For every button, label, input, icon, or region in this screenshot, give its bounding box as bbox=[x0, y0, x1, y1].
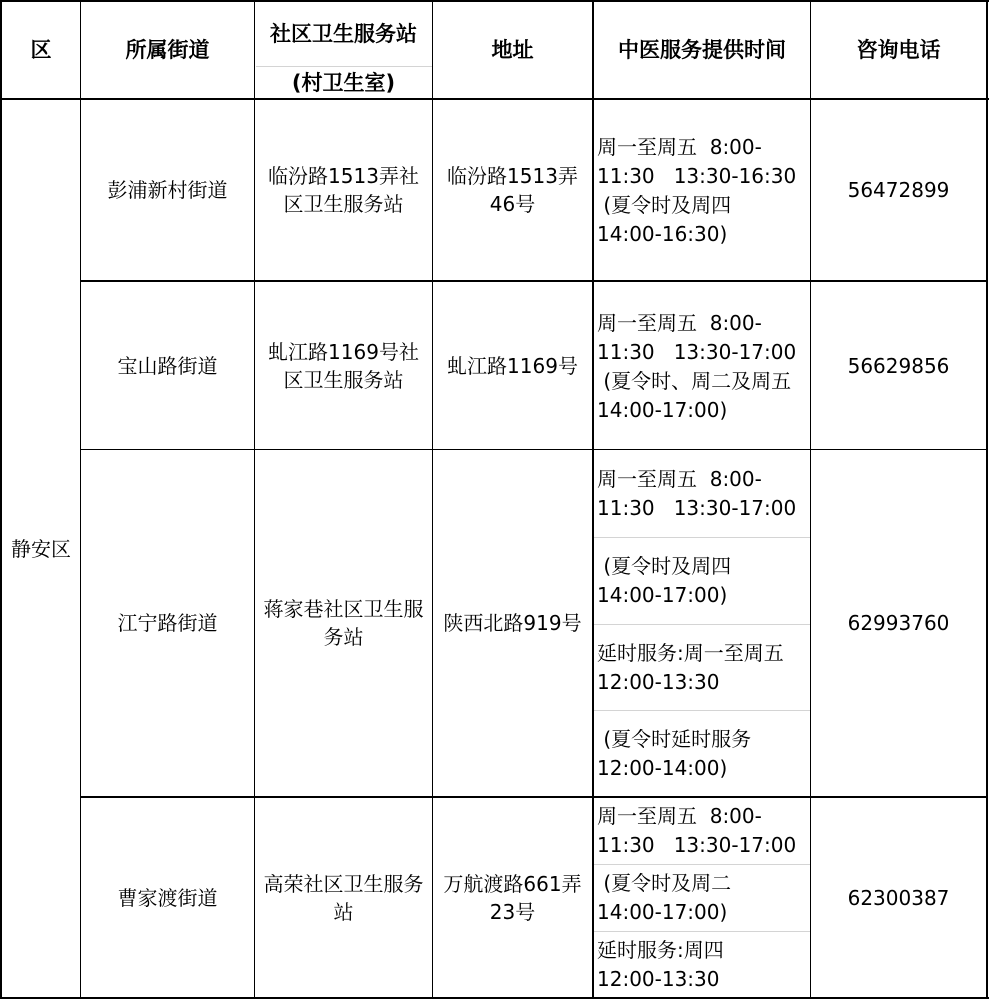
time-line: 12:00-14:00) bbox=[597, 756, 728, 780]
phone-cell: 56629856 bbox=[847, 353, 950, 378]
border-right bbox=[986, 0, 988, 999]
time-line: 周一至周五 8:00- bbox=[597, 311, 762, 335]
time-line: 14:00-17:00) bbox=[597, 398, 728, 422]
border-bottom bbox=[0, 997, 989, 999]
station-text-line: 区卫生服务站 bbox=[283, 367, 404, 392]
station-text-line: 区卫生服务站 bbox=[283, 192, 404, 216]
time-line: 周一至周五 8:00- bbox=[597, 135, 762, 159]
address-cell: 虬江路1169号 bbox=[447, 353, 578, 378]
time-line: 11:30 13:30-17:00 bbox=[597, 496, 797, 520]
header-station-line1: 社区卫生服务站 bbox=[270, 22, 417, 46]
time-line: (夏令时延时服务 bbox=[597, 727, 752, 751]
time-divider-3b bbox=[594, 624, 810, 625]
station-cell bbox=[255, 282, 432, 449]
time-line: 延时服务:周四 bbox=[597, 938, 724, 962]
street-cell: 曹家渡街道 bbox=[117, 885, 218, 910]
time-line: 周一至周五 8:00- bbox=[597, 467, 762, 491]
station-cell bbox=[255, 450, 432, 796]
header-phone: 咨询电话 bbox=[856, 38, 941, 62]
time-line: 11:30 13:30-17:00 bbox=[597, 833, 797, 857]
address-cell bbox=[433, 798, 592, 997]
time-line: (夏令时、周二及周五 bbox=[597, 369, 792, 393]
street-cell: 江宁路街道 bbox=[117, 611, 218, 635]
address-text-line: 23号 bbox=[489, 899, 536, 924]
col-line-4 bbox=[592, 0, 594, 999]
time-line: 11:30 13:30-16:30 bbox=[597, 164, 797, 188]
address-text-line: 临汾路1513弄 bbox=[447, 164, 578, 188]
time-divider-4b bbox=[594, 931, 810, 932]
time-divider-3a bbox=[594, 537, 810, 538]
time-line: 12:00-13:30 bbox=[597, 967, 720, 991]
time-line: 周一至周五 8:00- bbox=[597, 804, 762, 828]
time-divider-3c bbox=[594, 710, 810, 711]
station-text-line: 务站 bbox=[323, 625, 364, 649]
phone-cell: 56472899 bbox=[847, 178, 950, 202]
header-street: 所属街道 bbox=[125, 38, 210, 62]
time-line: (夏令时及周二 bbox=[597, 871, 732, 895]
address-cell: 陕西北路919号 bbox=[443, 611, 582, 635]
station-text-line: 站 bbox=[333, 899, 354, 924]
time-line: 12:00-13:30 bbox=[597, 670, 720, 694]
header-tcm-time: 中医服务提供时间 bbox=[618, 38, 786, 62]
station-cell bbox=[255, 798, 432, 997]
station-text-line: 高荣社区卫生服务 bbox=[263, 871, 424, 896]
header-address: 地址 bbox=[491, 38, 534, 62]
street-cell: 彭浦新村街道 bbox=[107, 178, 228, 202]
time-line: 11:30 13:30-17:00 bbox=[597, 340, 797, 364]
station-text-line: 虬江路1169号社 bbox=[268, 339, 419, 364]
street-cell: 宝山路街道 bbox=[117, 353, 218, 378]
header-district: 区 bbox=[30, 38, 52, 62]
time-line: (夏令时及周四 bbox=[597, 554, 732, 578]
time-line: 14:00-16:30) bbox=[597, 222, 728, 246]
address-text-line: 万航渡路661弄 bbox=[443, 871, 582, 896]
phone-cell: 62300387 bbox=[847, 885, 950, 910]
time-line: 14:00-17:00) bbox=[597, 583, 728, 607]
phone-cell: 62993760 bbox=[847, 611, 950, 635]
address-text-line: 46号 bbox=[489, 192, 536, 216]
time-divider-4a bbox=[594, 864, 810, 865]
station-text-line: 临汾路1513弄社 bbox=[268, 164, 419, 188]
time-line: 延时服务:周一至周五 bbox=[597, 641, 784, 665]
address-cell bbox=[433, 100, 592, 280]
time-line: (夏令时及周四 bbox=[597, 193, 732, 217]
station-cell bbox=[255, 100, 432, 280]
station-text-line: 蒋家巷社区卫生服 bbox=[263, 597, 424, 621]
header-station-line2: (村卫生室) bbox=[291, 70, 396, 95]
time-line: 14:00-17:00) bbox=[597, 900, 728, 924]
district-cell: 静安区 bbox=[11, 536, 71, 561]
